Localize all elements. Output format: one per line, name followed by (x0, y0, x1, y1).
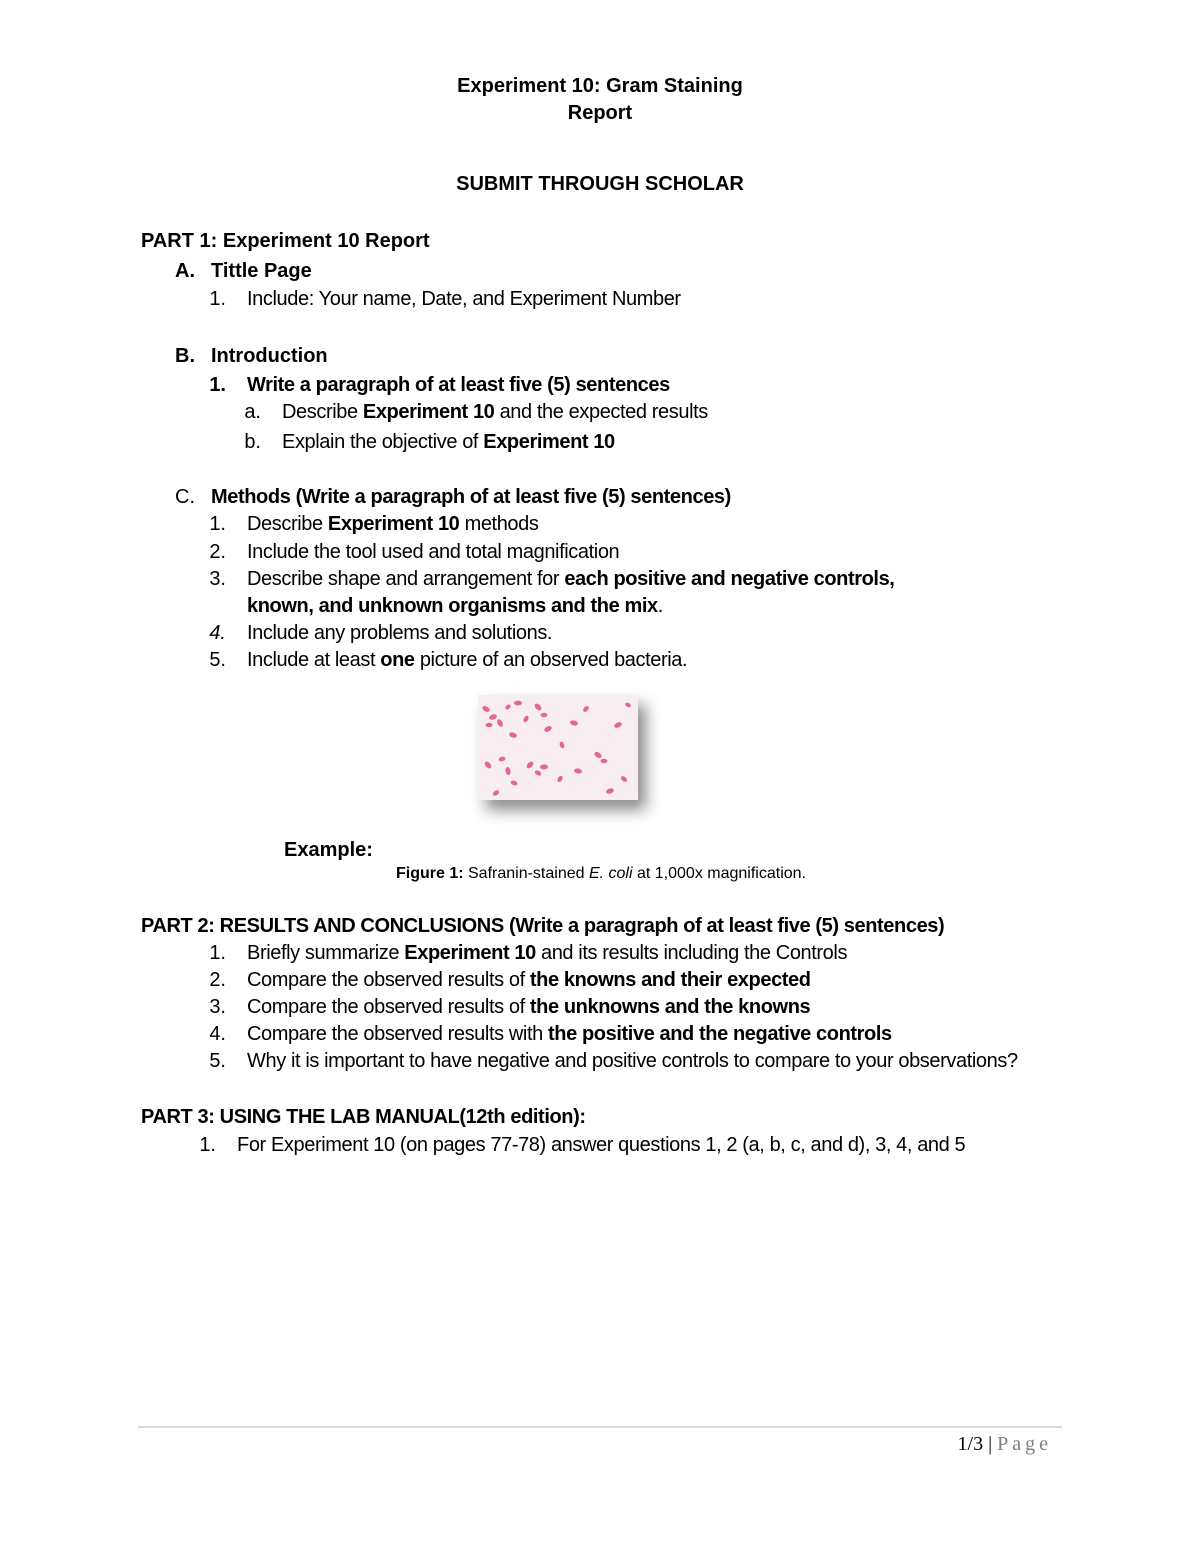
slide-background (478, 695, 638, 800)
text-segment: methods (459, 513, 539, 535)
list-item-continuation (247, 594, 663, 618)
list-item (247, 512, 538, 536)
list-item: Include: Your name, Date, and Experiment Number (247, 288, 681, 310)
text-segment-bold: one (380, 649, 415, 671)
part1-B-label: Introduction (211, 345, 328, 367)
footer-divider (138, 1426, 1062, 1428)
text-segment: Compare the observed results of (247, 996, 530, 1018)
list-number: 2. (209, 969, 226, 991)
list-item (247, 567, 894, 591)
text-segment-bold: Experiment 10 (327, 513, 460, 535)
text-segment-bold: the unknowns and the knowns (529, 996, 811, 1018)
text-segment: Safranin-stained (463, 865, 589, 882)
list-item: Why it is important to have negative and positive controls to compare to your observations? (247, 1050, 1018, 1072)
list-item (282, 430, 615, 454)
part1-C-label: Methods (Write a paragraph of at least five (5) sentences) (211, 486, 731, 508)
list-item (282, 400, 708, 424)
text-segment-bold: Experiment 10 (483, 431, 615, 453)
list-number: 1. (209, 513, 226, 535)
part1-A-label: Tittle Page (211, 260, 312, 282)
list-number: 3. (209, 568, 226, 590)
list-item (247, 941, 847, 965)
list-number: 4. (209, 1023, 226, 1045)
list-item (247, 995, 810, 1019)
text-segment: and its results including the Controls (535, 942, 848, 964)
part2-heading: PART 2: RESULTS AND CONCLUSIONS (Write a paragraph of at least five (5) sentences) (141, 915, 945, 937)
page-number: 1/3 (957, 1433, 984, 1455)
text-segment-bold: Experiment 10 (404, 942, 536, 964)
text-segment-bold: the knowns and their expected (529, 969, 811, 991)
text-segment-italic: E. coli (588, 865, 633, 882)
page-word: Page (997, 1433, 1052, 1455)
list-item (247, 968, 811, 992)
text-segment: Describe (282, 401, 363, 423)
list-number: 3. (209, 996, 226, 1018)
text-segment: Describe shape and arrangement for (247, 568, 565, 590)
list-item (247, 1022, 892, 1046)
text-segment: at 1,000x magnification. (632, 865, 806, 882)
list-item: Include the tool used and total magnification (247, 541, 620, 563)
part3-heading: PART 3: USING THE LAB MANUAL(12th edition): (141, 1106, 586, 1128)
list-letter: b. (244, 431, 261, 453)
figure-label: Figure 1: (396, 865, 464, 882)
part1-A-marker: A. (175, 260, 195, 282)
list-item (247, 648, 687, 672)
list-number: 5. (209, 1050, 226, 1072)
text-segment-bold: known, and unknown organisms and the mix (247, 595, 658, 617)
text-segment: Describe (247, 513, 328, 535)
bacteria-micrograph-image (478, 695, 638, 800)
text-segment: and the expected results (494, 401, 708, 423)
text-segment-bold: each positive and negative controls, (564, 568, 895, 590)
list-number: 2. (209, 541, 226, 563)
part1-B-marker: B. (175, 345, 195, 367)
text-segment-bold: the positive and the negative controls (548, 1023, 892, 1045)
list-item: Include any problems and solutions. (247, 622, 553, 644)
list-number: 5. (209, 649, 226, 671)
text-segment: Include at least (247, 649, 381, 671)
doc-title-line2: Report (567, 102, 633, 124)
list-item: Write a paragraph of at least five (5) sentences (247, 374, 670, 396)
list-number: 1. (209, 374, 226, 396)
list-number: 1. (199, 1134, 216, 1156)
text-segment-bold: Experiment 10 (362, 401, 495, 423)
list-number: 4. (209, 622, 226, 644)
list-number: 1. (209, 942, 226, 964)
text-segment: Briefly summarize (247, 942, 405, 964)
part1-C-marker: C. (175, 486, 195, 508)
page-footer (958, 1432, 1052, 1456)
figure-caption (396, 862, 806, 886)
list-item: For Experiment 10 (on pages 77-78) answer questions 1, 2 (a, b, c, and d), 3, 4, and 5 (237, 1134, 966, 1156)
text-segment: Explain the objective of (282, 431, 484, 453)
footer-separator: | (983, 1433, 998, 1455)
submit-instruction: SUBMIT THROUGH SCHOLAR (456, 173, 744, 195)
list-number: 1. (209, 288, 226, 310)
text-segment: picture of an observed bacteria. (414, 649, 688, 671)
doc-title-line1: Experiment 10: Gram Staining (457, 75, 743, 97)
text-segment: . (657, 595, 663, 617)
stained-bacteria-illustration (478, 695, 638, 800)
text-segment: Compare the observed results with (247, 1023, 548, 1045)
list-letter: a. (244, 401, 261, 423)
text-segment: Compare the observed results of (247, 969, 530, 991)
part1-heading: PART 1: Experiment 10 Report (141, 230, 430, 252)
example-label: Example: (284, 839, 373, 861)
